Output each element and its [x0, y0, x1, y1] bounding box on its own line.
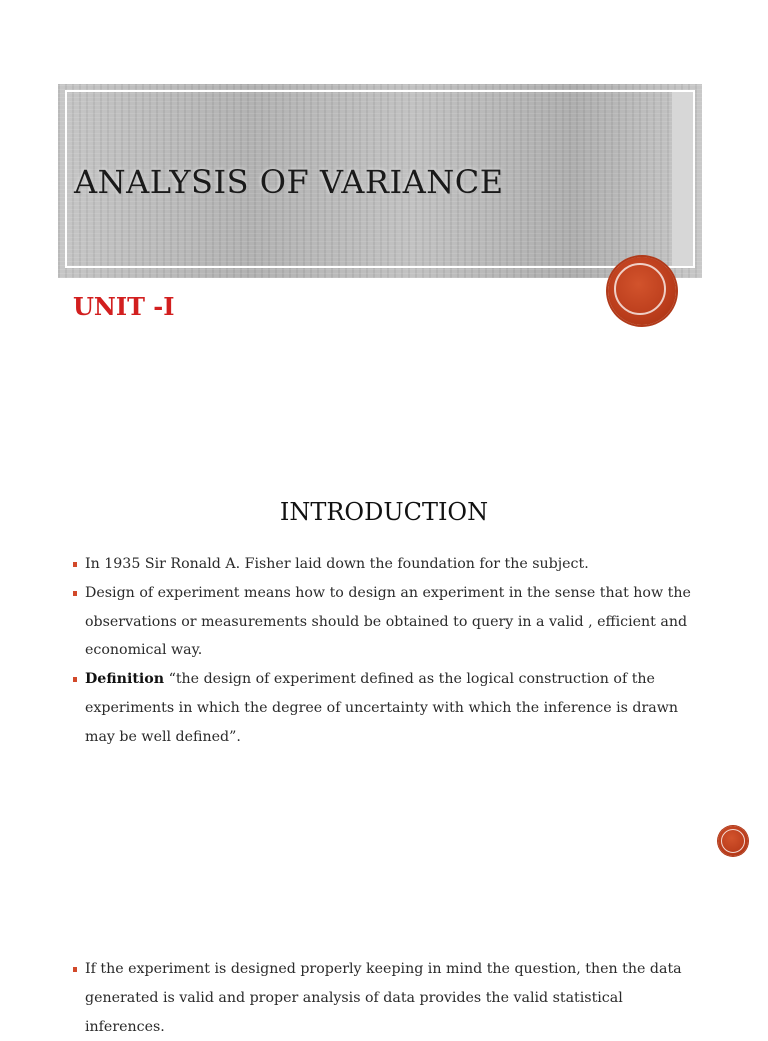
list-item: [70, 579, 700, 665]
bullet-text: Design of experiment means how to design an experiment in the sense that how the observations or measurements should be obtained to query in a valid , efficient and economical way.: [85, 584, 691, 659]
decorative-circle-small-icon: [718, 826, 748, 856]
continuation-bullet-list: [70, 955, 700, 1041]
decorative-circle-icon: [608, 257, 676, 325]
list-item: [70, 955, 700, 1041]
list-item: [70, 550, 700, 579]
list-item: [70, 665, 700, 751]
bullet-icon: [73, 562, 77, 567]
bullet-text: If the experiment is designed properly keeping in mind the question, then the data generated is valid and proper analysis of data provides the valid statistical inferences.: [85, 961, 682, 1035]
introduction-bullet-list: [70, 550, 700, 752]
slide-title: ANALYSIS OF VARIANCE: [74, 163, 504, 201]
bullet-text: In 1935 Sir Ronald A. Fisher laid down the foundation for the subject.: [85, 556, 589, 572]
bullet-icon: [73, 677, 77, 682]
bullet-icon: [73, 967, 77, 972]
introduction-heading: INTRODUCTION: [279, 498, 489, 526]
bullet-icon: [73, 591, 77, 596]
definition-term: Definition: [85, 671, 165, 688]
unit-label: UNIT -I: [73, 292, 175, 321]
bullet-text: “the design of experiment defined as the logical construction of the experiments in which the degree of uncertainty with which the inference is drawn may be well defined”.: [85, 671, 679, 745]
